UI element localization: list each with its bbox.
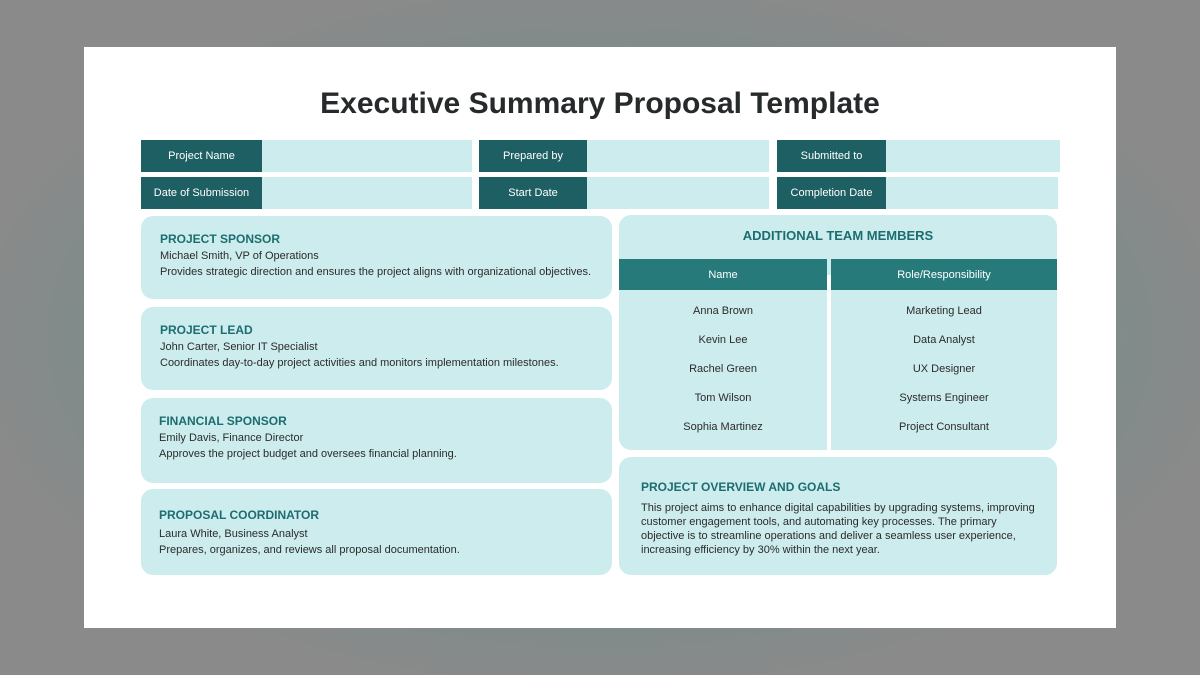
role-description: Coordinates day-to-day project activities and monitors implementation milestones.: [160, 357, 559, 369]
project-name-label: Project Name: [141, 140, 262, 172]
project-name-field[interactable]: [141, 140, 472, 172]
team-members-table: [619, 215, 1057, 450]
member-role: Data Analyst: [913, 333, 975, 346]
slide: [84, 47, 1116, 628]
role-card-project-sponsor: [141, 216, 612, 299]
team-role-column: [831, 259, 1057, 450]
role-description: Provides strategic direction and ensures the project aligns with organizational objectives.: [160, 266, 592, 278]
role-card-proposal-coordinator: [141, 489, 612, 575]
member-role: Project Consultant: [899, 420, 989, 433]
column-header-role: Role/Responsibility: [831, 259, 1057, 290]
submitted-to-field[interactable]: [777, 140, 1060, 172]
project-info-grid: [141, 140, 1060, 210]
member-name: Kevin Lee: [698, 333, 748, 346]
date-of-submission-label: Date of Submission: [141, 177, 262, 209]
overview-title: PROJECT OVERVIEW AND GOALS: [641, 480, 841, 494]
member-role: Marketing Lead: [906, 304, 982, 317]
page-title: Executive Summary Proposal Template: [320, 87, 880, 120]
column-header-name: Name: [619, 259, 827, 290]
member-name: Anna Brown: [693, 304, 753, 317]
team-title: ADDITIONAL TEAM MEMBERS: [742, 228, 934, 243]
submitted-to-label: Submitted to: [777, 140, 886, 172]
date-of-submission-field[interactable]: [141, 177, 472, 209]
role-description: Approves the project budget and oversees financial planning.: [159, 448, 457, 460]
start-date-label: Start Date: [479, 177, 587, 209]
member-name: Sophia Martinez: [683, 420, 763, 433]
prepared-by-field[interactable]: [479, 140, 769, 172]
role-heading: PROJECT SPONSOR: [160, 232, 281, 246]
role-heading: FINANCIAL SPONSOR: [159, 414, 287, 428]
overview-text: This project aims to enhance digital capabilities by upgrading systems, improving customer engagement tools, and automating key processes. The primary objective is to streamline operations and deliver a seamless user experience, increasing efficiency by 30% within the next year.: [641, 502, 1035, 556]
project-overview-card: [619, 457, 1057, 575]
role-heading: PROJECT LEAD: [160, 323, 253, 337]
role-person: Emily Davis, Finance Director: [159, 432, 304, 444]
role-card-financial-sponsor: [141, 398, 612, 483]
start-date-field[interactable]: [479, 177, 769, 209]
role-person: John Carter, Senior IT Specialist: [160, 341, 318, 353]
role-person: Michael Smith, VP of Operations: [160, 250, 319, 262]
role-card-project-lead: [141, 307, 612, 390]
role-heading: PROPOSAL COORDINATOR: [159, 508, 320, 522]
member-name: Tom Wilson: [694, 391, 752, 404]
completion-date-label: Completion Date: [777, 177, 886, 209]
completion-date-field[interactable]: [777, 177, 1058, 209]
prepared-by-label: Prepared by: [479, 140, 587, 172]
role-person: Laura White, Business Analyst: [159, 528, 308, 540]
member-role: UX Designer: [912, 362, 976, 375]
role-description: Prepares, organizes, and reviews all proposal documentation.: [159, 544, 460, 556]
member-role: Systems Engineer: [899, 391, 989, 404]
team-name-column: [619, 259, 827, 450]
member-name: Rachel Green: [689, 362, 757, 375]
